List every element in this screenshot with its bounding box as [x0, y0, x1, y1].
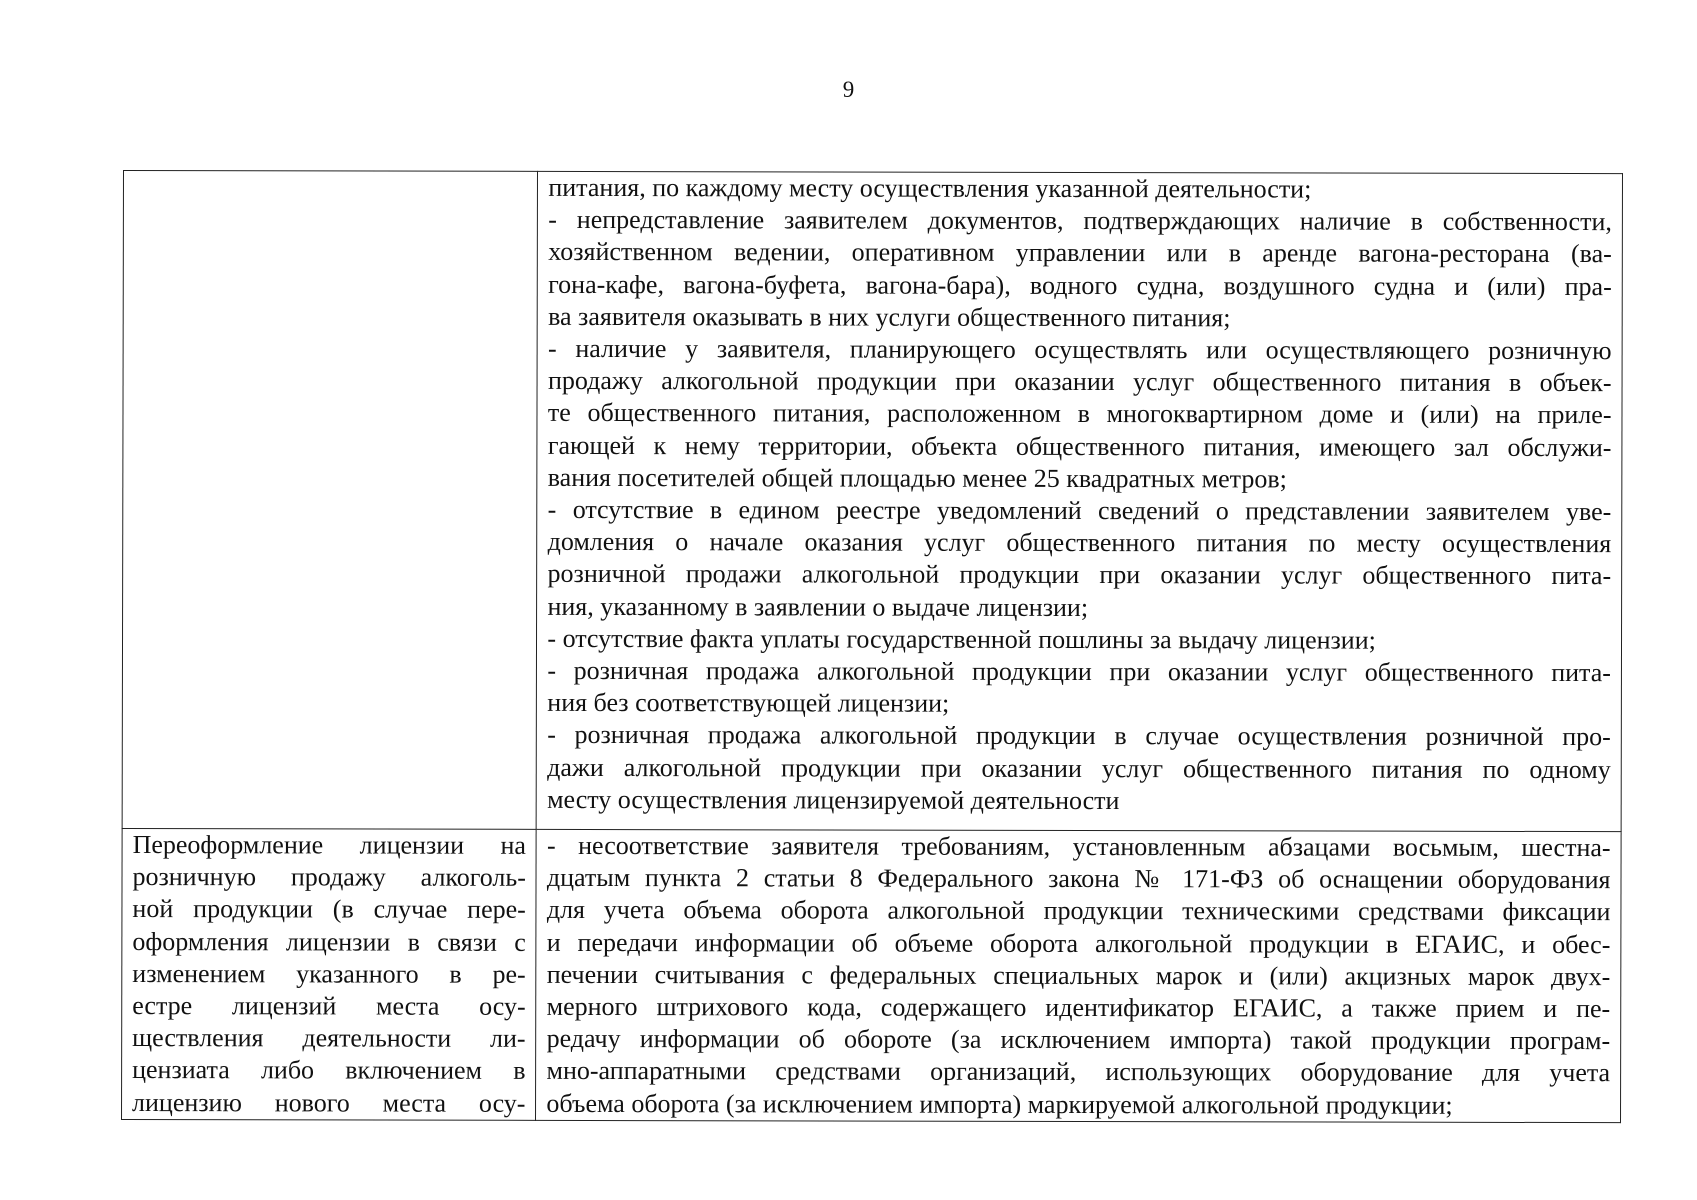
- text-line: хозяйственном ведении, оперативном управлении или в аренде вагона-ресторана (ва-: [548, 237, 1612, 269]
- text-line: ществления деятельности ли-: [132, 1023, 526, 1054]
- text-line: ва заявителя оказывать в них услуги общественного питания;: [548, 301, 1231, 333]
- table-cell-left: [122, 171, 538, 830]
- text-line: лицензию нового места осу-: [132, 1087, 526, 1118]
- text-line: питания, по каждому месту осуществления указанной деятельности;: [548, 172, 1312, 204]
- text-line: оформления лицензии в связи с: [132, 926, 526, 957]
- text-line: гающей к нему территории, объекта общественного питания, имеющего зал обслужи-: [547, 430, 1612, 462]
- text-line: - отсутствие факта уплаты государственной пошлины за выдачу лицензии;: [547, 623, 1376, 655]
- text-line: вания посетителей общей площадью менее 25 квадратных метров;: [547, 462, 1287, 494]
- table-row: [122, 828, 1622, 1122]
- text-line: гона-кафе, вагона-буфета, вагона-бара), водного судна, воздушного судна и (или) пра-: [548, 269, 1612, 301]
- text-line: розничную продажу алкоголь-: [132, 862, 526, 893]
- text-line: розничной продажи алкогольной продукции при оказании услуг общественного пита-: [547, 559, 1612, 591]
- text-line: месту осуществления лицензируемой деятельности: [547, 784, 1120, 815]
- text-line: - непредставление заявителем документов, подтверждающих наличие в собственности,: [548, 205, 1612, 237]
- text-line: объема оборота (за исключением импорта) маркируемой алкогольной продукции;: [546, 1088, 1453, 1120]
- text-line: печении считывания с федеральных специальных марок и (или) акцизных марок двух-: [546, 959, 1611, 991]
- text-line: ния, указанному в заявлении о выдаче лицензии;: [547, 591, 1089, 622]
- text-line: - розничная продажа алкогольной продукции в случае осуществления розничной про-: [547, 720, 1611, 752]
- page-number: 9: [842, 77, 855, 102]
- text-line: для учета объема оборота алкогольной продукции техническими средствами фиксации: [546, 895, 1611, 927]
- text-line: естре лицензий места осу-: [132, 991, 526, 1021]
- text-line: цензиата либо включением в: [132, 1055, 526, 1086]
- text-line: - несоответствие заявителя требованиям, установленным абзацами восьмым, шестна-: [546, 830, 1611, 863]
- text-line: Переоформление лицензии на: [132, 830, 527, 860]
- text-line: ной продукции (в случае пере-: [132, 894, 526, 925]
- table-cell-right: [536, 829, 1621, 1122]
- text-line: те общественного питания, расположенном в многоквартирном доме и (или) на приле-: [547, 398, 1612, 430]
- text-line: редачу информации об обороте (за исключением импорта) такой продукции програм-: [546, 1024, 1611, 1056]
- table-cell-left: [122, 828, 537, 1120]
- table-cell-right: [537, 171, 1623, 831]
- document-table: [121, 170, 1623, 1123]
- text-line: дцатым пункта 2 статьи 8 Федерального закона № 171-ФЗ об оснащении оборудования: [546, 863, 1611, 895]
- text-line: мерного штрихового кода, содержащего идентификатор ЕГАИС, а также прием и пе-: [546, 991, 1611, 1024]
- text-line: изменением указанного в ре-: [132, 958, 526, 989]
- text-line: мно-аппаратными средствами организаций, использующих оборудование для учета: [546, 1056, 1611, 1088]
- text-line: - отсутствие в едином реестре уведомлений сведений о представлении заявителем уве-: [547, 494, 1612, 527]
- text-line: - наличие у заявителя, планирующего осуществлять или осуществляющего розничную: [548, 333, 1612, 366]
- table-row: [122, 171, 1622, 832]
- text-line: - розничная продажа алкогольной продукции при оказании услуг общественного пита-: [547, 655, 1611, 688]
- text-line: дажи алкогольной продукции при оказании услуг общественного питания по одному: [547, 752, 1611, 784]
- text-line: ния без соответствующей лицензии;: [547, 688, 950, 718]
- text-line: домления о начале оказания услуг общественного питания по месту осуществления: [547, 527, 1612, 559]
- text-line: продажу алкогольной продукции при оказании услуг общественного питания в объек-: [547, 366, 1612, 398]
- text-line: и передачи информации об объеме оборота алкогольной продукции в ЕГАИС, и обес-: [546, 927, 1611, 959]
